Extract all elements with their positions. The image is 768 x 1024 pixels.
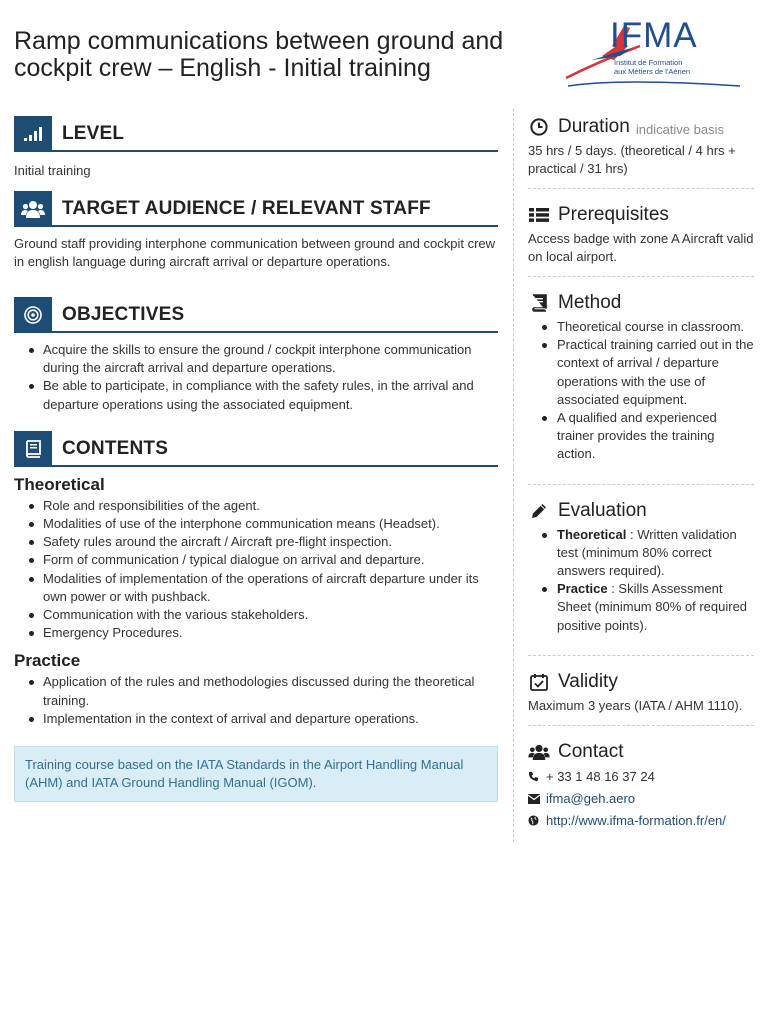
clock-icon [528, 116, 550, 138]
prerequisites-header [528, 201, 754, 229]
objectives-title: OBJECTIVES [62, 304, 185, 325]
list-item: Modalities of implementation of the operations of aircraft departure under its own power or with pushback. [14, 570, 498, 606]
level-header [14, 116, 498, 152]
list-item [528, 580, 754, 635]
contents-header [14, 431, 498, 467]
prerequisites-text: Access badge with zone A Aircraft valid on local airport. [528, 231, 754, 264]
audience-title: TARGET AUDIENCE / RELEVANT STAFF [62, 198, 431, 219]
validity-header [528, 668, 754, 696]
users-icon [14, 191, 52, 227]
objectives-list [14, 341, 498, 414]
target-icon [14, 297, 52, 333]
column-divider [513, 108, 514, 842]
theoretical-subtitle: Theoretical [14, 474, 105, 494]
method-list [528, 318, 754, 464]
list-item: Safety rules around the aircraft / Aircraft pre-flight inspection. [14, 533, 498, 551]
level-title: LEVEL [62, 123, 125, 144]
users-icon [528, 741, 550, 763]
evaluation-list [528, 526, 754, 635]
method-section [528, 289, 754, 485]
theoretical-list [14, 497, 498, 643]
audience-text: Ground staff providing interphone communication between ground and cockpit crew in english language during aircraft arrival or departure operations. [14, 236, 496, 269]
logo-subtitle-line1: Institut de Formation [614, 58, 683, 67]
list-item: Application of the rules and methodologies discussed during the theoretical training. [14, 673, 498, 709]
contact-title: Contact [558, 740, 624, 762]
book-icon [528, 292, 550, 314]
contact-email-link[interactable]: ifma@geh.aero [546, 790, 636, 806]
logo-name: IFMA [610, 16, 698, 55]
prerequisites-title: Prerequisites [558, 204, 669, 225]
calendar-check-icon [528, 671, 550, 693]
list-icon [528, 204, 550, 226]
list-item: Acquire the skills to ensure the ground / cockpit interphone communication during the aircraft arrival and departure operations. [14, 341, 498, 377]
duration-section [528, 113, 754, 189]
book-icon [14, 431, 52, 467]
list-item: Be able to participate, in compliance with the safety rules, in the arrival and departure operations using the associated equipment. [14, 377, 498, 413]
method-title: Method [558, 292, 622, 313]
ifma-logo [562, 16, 744, 90]
objectives-header [14, 297, 498, 333]
right-column [528, 113, 754, 854]
validity-title: Validity [558, 670, 618, 692]
practice-list [14, 673, 498, 728]
audience-header [14, 191, 498, 227]
list-item: Role and responsibilities of the agent. [14, 497, 498, 515]
contact-header [528, 738, 754, 766]
duration-text: 35 hrs / 5 days. (theoretical / 4 hrs + practical / 31 hrs) [528, 143, 736, 176]
contact-phone: + 33 1 48 16 37 24 [546, 768, 655, 784]
list-item: Implementation in the context of arrival and departure operations. [14, 710, 498, 728]
globe-icon [528, 815, 546, 826]
contact-email-row [528, 788, 754, 810]
contents-title: CONTENTS [62, 437, 169, 459]
evaluation-title: Evaluation [558, 499, 647, 521]
signal-bars-icon [14, 116, 52, 152]
contact-website-link[interactable]: http://www.ifma-formation.fr/en/ [546, 812, 726, 828]
validity-section [528, 668, 754, 726]
list-item: Communication with the various stakeholders. [14, 606, 498, 624]
evaluation-section [528, 497, 754, 656]
duration-header [528, 113, 754, 141]
list-item: Emergency Procedures. [14, 624, 498, 642]
contact-phone-row [528, 766, 754, 788]
level-text: Initial training [14, 163, 91, 178]
validity-text: Maximum 3 years (IATA / AHM 1110). [528, 697, 743, 713]
evaluation-header [528, 497, 754, 525]
evaluation-label: Theoretical [557, 526, 627, 542]
contact-website-row [528, 810, 754, 832]
list-item: Practical training carried out in the context of arrival / departure operations with the use of associated equipment. [528, 336, 754, 409]
page-title: Ramp communications between ground and cockpit crew – English - Initial training [14, 27, 504, 82]
envelope-icon [528, 794, 546, 804]
evaluation-label: Practice [557, 581, 608, 597]
contact-section [528, 738, 754, 842]
method-header [528, 289, 754, 317]
logo-subtitle [614, 58, 690, 76]
list-item: Form of communication / typical dialogue on arrival and departure. [14, 551, 498, 569]
evaluation-text: : Written validation test (minimum 80% correct answers required). [557, 526, 737, 579]
duration-title: Duration [558, 116, 630, 137]
duration-subtitle: indicative basis [635, 121, 724, 137]
evaluation-text: : Skills Assessment Sheet (minimum 80% of required positive points). [557, 581, 748, 633]
phone-icon [528, 771, 546, 782]
list-item: A qualified and experienced trainer provides the training action. [528, 409, 754, 464]
practice-subtitle: Practice [14, 651, 81, 671]
left-column [14, 116, 498, 802]
logo-subtitle-line2: aux Métiers de l'Aérien [614, 67, 691, 76]
list-item: Theoretical course in classroom. [528, 318, 754, 336]
pencil-icon [528, 500, 550, 522]
prerequisites-section [528, 201, 754, 277]
list-item: Modalities of use of the interphone communication means (Headset). [14, 515, 498, 533]
iata-note: Training course based on the IATA Standards in the Airport Handling Manual (AHM) and IATA Ground Handling Manual (IGOM). [14, 746, 498, 802]
list-item [528, 526, 754, 581]
